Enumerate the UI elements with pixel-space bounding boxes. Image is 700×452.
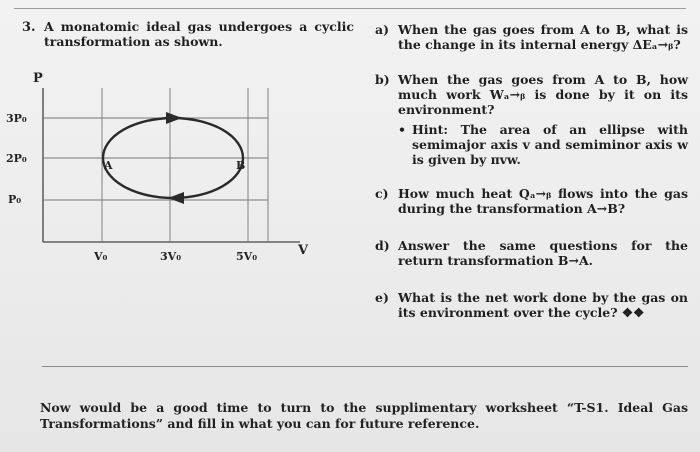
part-c-label: c) — [375, 186, 389, 201]
x-tick-v0: V₀ — [94, 250, 108, 263]
top-rule — [14, 8, 686, 9]
hint-text: Hint: The area of an ellipse with semimajor axis v and semiminor axis w is given by πvw. — [412, 122, 688, 167]
footer-note: Now would be a good time to turn to the supplimentary worksheet “T-S1. Ideal Gas Transformations” and fill in what you can for future reference. — [40, 400, 688, 431]
hint-bullet: • — [398, 122, 406, 137]
part-d-label: d) — [375, 238, 390, 253]
y-tick-2p0: 2P₀ — [6, 152, 27, 165]
part-d-text: Answer the same questions for the return transformation B→A. — [398, 238, 688, 268]
point-b-label: B — [236, 159, 246, 172]
part-a-label: a) — [375, 22, 390, 37]
y-axis-label: P — [33, 71, 43, 86]
question-number: 3. — [22, 20, 36, 35]
part-c-text: How much heat Qₐ→ᵦ flows into the gas during the transformation A→B? — [398, 186, 688, 216]
question-text: A monatomic ideal gas undergoes a cyclic transformation as shown. — [44, 19, 354, 49]
x-axis-label: V — [298, 243, 309, 258]
x-tick-3v0: 3V₀ — [160, 250, 182, 263]
part-b-label: b) — [375, 72, 390, 87]
part-b-text: When the gas goes from A to B, how much work Wₐ→ᵦ is done by it on its environment? — [398, 72, 688, 117]
pv-diagram — [0, 60, 330, 270]
point-a-label: A — [104, 159, 113, 172]
y-tick-p0: P₀ — [8, 193, 22, 206]
part-e-label: e) — [375, 290, 389, 305]
y-tick-3p0: 3P₀ — [6, 112, 27, 125]
upper-arrow-icon — [166, 112, 182, 124]
x-tick-5v0: 5V₀ — [236, 250, 258, 263]
part-e-text: What is the net work done by the gas on its environment over the cycle? ❖❖ — [398, 290, 688, 320]
section-divider — [42, 366, 688, 367]
part-a-text: When the gas goes from A to B, what is the change in its internal energy ΔEₐ→ᵦ? — [398, 22, 688, 52]
